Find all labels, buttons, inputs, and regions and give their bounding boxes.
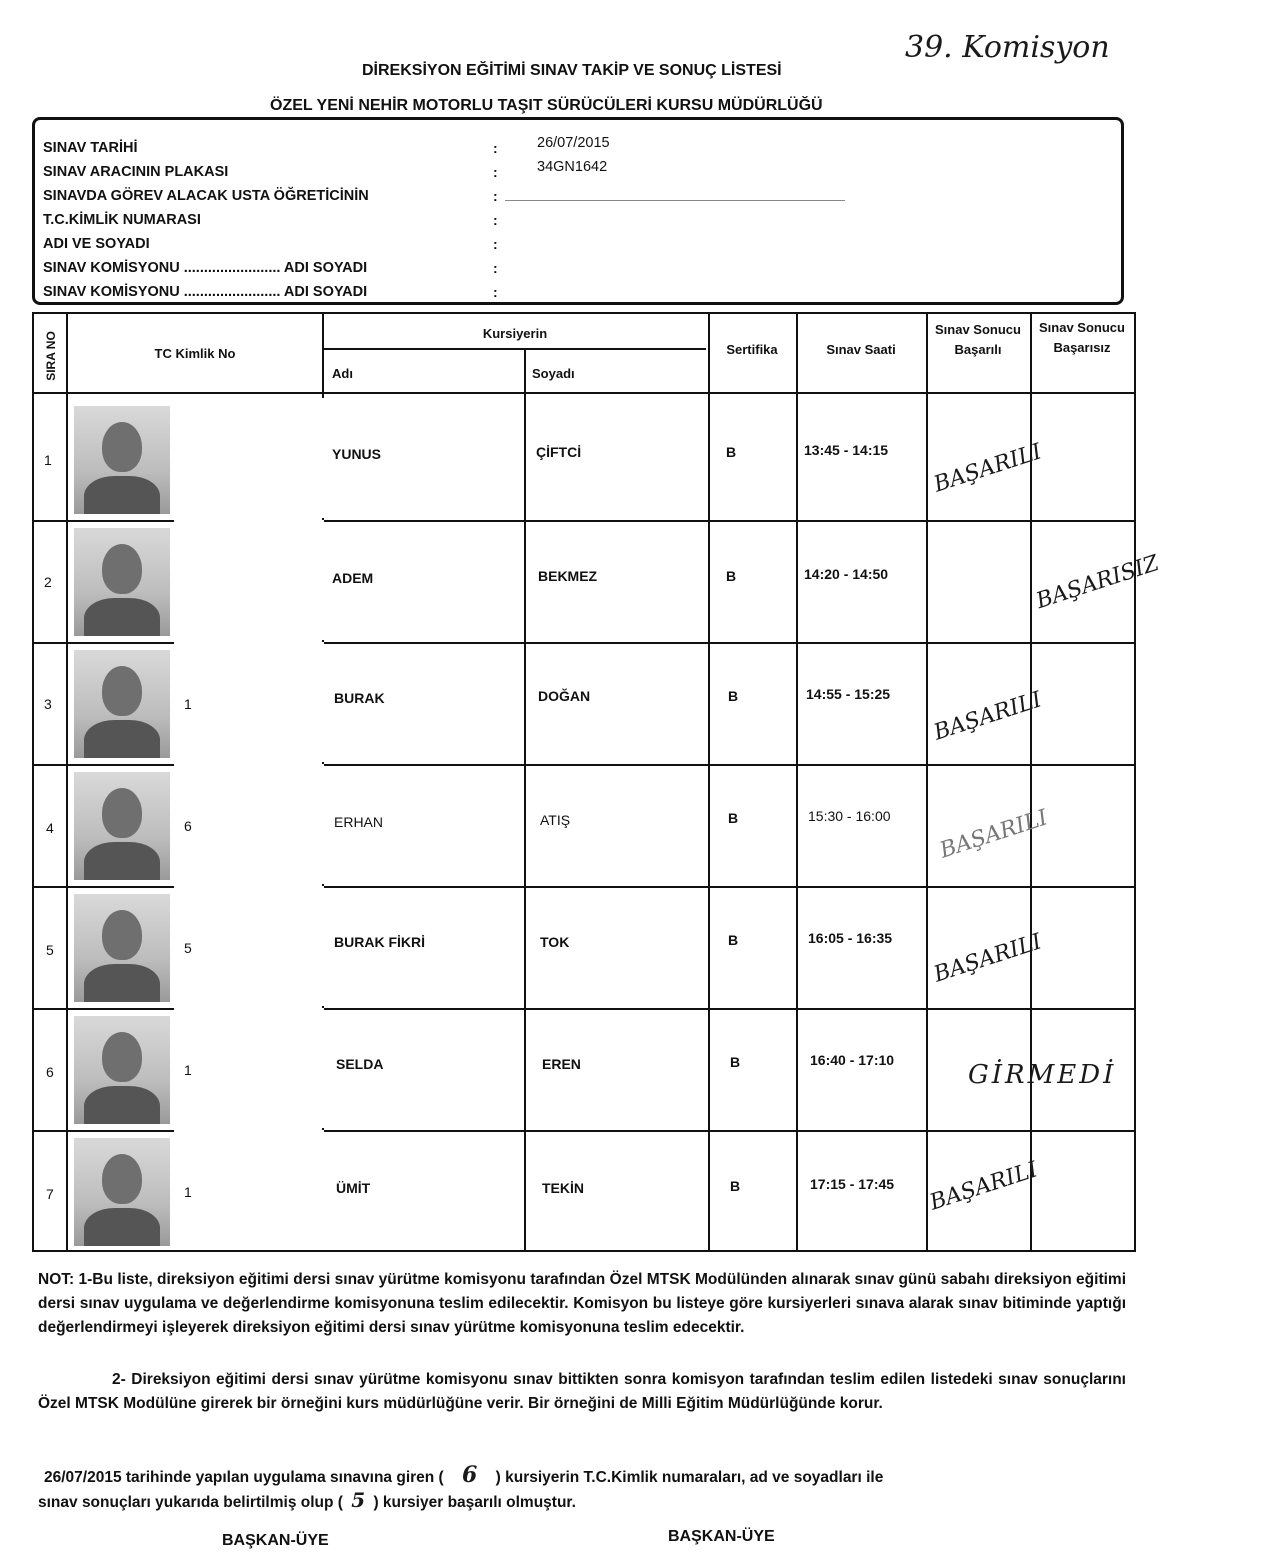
redacted-tc-number: [174, 886, 324, 1006]
student-last-name: TOK: [540, 934, 570, 950]
certificate-class: B: [726, 444, 737, 460]
header-sonuc-basarisiz: Sınav Sonucu Başarısız: [1039, 320, 1125, 355]
tc-number-partial: 5: [184, 940, 192, 956]
row-number: 5: [46, 942, 54, 958]
note-paragraph-2: 2- Direksiyon eğitimi dersi sınav yürütme komisyonu sınav bittikten sonra komisyon tarafından teslim edilen listedeki sınav sonuçlarını Özel MTSK Modülüne girerek bir örneğini kurs müdürlüğüne verir. Bir örneğini de Milli Eğitim Müdürlüğünde korur.: [38, 1371, 1126, 1412]
table-row: [34, 764, 1134, 886]
label-commission-1: SINAV KOMİSYONU ........................ ADI SOYADI: [43, 260, 368, 276]
summary-text: ) kursiyerin T.C.Kimlik numaraları, ad ve soyadları ile: [495, 1469, 884, 1486]
table-row: [34, 520, 1163, 642]
tc-number-partial: 6: [184, 818, 192, 834]
student-first-name: ERHAN: [334, 814, 384, 830]
summary-line-1: [44, 1462, 883, 1488]
certificate-class: B: [726, 568, 737, 584]
redacted-tc-number: [174, 642, 324, 762]
tc-number-partial: 1: [184, 1062, 192, 1078]
summary-text: sınav sonuçları yukarıda belirtilmiş olup (: [38, 1494, 343, 1511]
colon: :: [493, 260, 498, 276]
exam-time: 13:45 - 14:15: [804, 442, 889, 458]
row-number: 1: [44, 452, 52, 468]
header-kursiyerin: Kursiyerin: [482, 326, 548, 341]
result-passed-handwritten: BAŞARILI: [930, 687, 1045, 746]
result-passed-handwritten: BAŞARILI: [930, 439, 1045, 498]
row-number: 3: [44, 696, 52, 712]
certificate-class: B: [728, 688, 739, 704]
exam-time: 15:30 - 16:00: [808, 808, 891, 824]
student-last-name: BEKMEZ: [538, 568, 598, 584]
exam-time: 14:20 - 14:50: [804, 566, 889, 582]
table-row: [34, 1008, 1134, 1130]
header-sira-no: SIRA NO: [44, 331, 58, 381]
result-passed-handwritten: GİRMEDİ: [968, 1060, 1117, 1090]
label-name-surname: ADI VE SOYADI: [43, 236, 150, 252]
colon: :: [493, 140, 498, 156]
summary-text: ) kursiyer başarılı olmuştur.: [373, 1494, 576, 1511]
exam-time: 14:55 - 15:25: [806, 686, 891, 702]
vehicle-plate-value: 34GN1642: [537, 159, 608, 175]
header-sonuc-basarili: Sınav Sonucu Başarılı: [935, 322, 1021, 357]
student-first-name: BURAK FİKRİ: [334, 934, 425, 950]
label-vehicle-plate: SINAV ARACININ PLAKASI: [43, 164, 229, 180]
row-number: 2: [44, 574, 52, 590]
redacted-tc-number: [174, 1130, 324, 1250]
student-photo: [74, 1138, 170, 1246]
exam-date-value: 26/07/2015: [537, 135, 610, 151]
header-sinav-saati: Sınav Saati: [826, 342, 896, 357]
student-first-name: BURAK: [334, 690, 385, 706]
exam-time: 16:40 - 17:10: [810, 1052, 895, 1068]
student-photo: [74, 406, 170, 514]
tc-number-partial: 1: [184, 1184, 192, 1200]
certificate-class: B: [730, 1054, 741, 1070]
header-sertifika: Sertifika: [726, 342, 778, 357]
redacted-tc-number: [174, 1008, 324, 1128]
student-photo: [74, 894, 170, 1002]
colon: :: [493, 236, 498, 252]
label-tc-number: T.C.KİMLİK NUMARASI: [43, 212, 201, 228]
passed-count-handwritten: 5: [351, 1488, 366, 1512]
result-passed-handwritten: BAŞARILI: [936, 805, 1051, 864]
student-last-name: EREN: [542, 1056, 581, 1072]
summary-line-2: [38, 1488, 576, 1512]
redacted-tc-number: [174, 764, 324, 884]
handwritten-commission-note: 39. Komisyon: [905, 30, 1110, 65]
label-commission-2: SINAV KOMİSYONU ........................ ADI SOYADI: [43, 284, 368, 300]
student-first-name: ADEM: [332, 570, 374, 586]
results-table: [32, 312, 1163, 1252]
exam-info-box: [32, 117, 1124, 305]
colon: :: [493, 164, 498, 180]
student-photo: [74, 772, 170, 880]
student-first-name: ÜMİT: [336, 1180, 371, 1196]
student-last-name: DOĞAN: [538, 688, 591, 704]
result-failed-handwritten: BAŞARISIZ: [1033, 550, 1163, 615]
header-soyadi: Soyadı: [532, 366, 575, 381]
row-number: 7: [46, 1186, 54, 1202]
document-subtitle: ÖZEL YENİ NEHİR MOTORLU TAŞIT SÜRÜCÜLERİ KURSU MÜDÜRLÜĞÜ: [270, 97, 823, 114]
entered-count-handwritten: 6: [462, 1462, 478, 1488]
student-last-name: ATIŞ: [540, 812, 571, 828]
row-number: 4: [46, 820, 54, 836]
result-passed-handwritten: BAŞARILI: [926, 1157, 1041, 1216]
student-photo: [74, 650, 170, 758]
table-row: [34, 886, 1134, 1008]
exam-time: 16:05 - 16:35: [808, 930, 893, 946]
header-tc-kimlik-no: TC Kimlik No: [154, 346, 236, 361]
label-instructor: SINAVDA GÖREV ALACAK USTA ÖĞRETİCİNİN: [43, 188, 369, 204]
label-exam-date: SINAV TARİHİ: [43, 140, 138, 156]
tc-number-partial: 1: [184, 696, 192, 712]
certificate-class: B: [728, 932, 739, 948]
student-first-name: YUNUS: [332, 446, 382, 462]
colon: :: [493, 284, 498, 300]
redacted-tc-number: [174, 520, 324, 640]
signature-label-left: BAŞKAN-ÜYE: [222, 1532, 329, 1549]
redacted-tc-number: [174, 398, 324, 518]
student-photo: [74, 528, 170, 636]
certificate-class: B: [730, 1178, 741, 1194]
instructor-line: [505, 200, 845, 201]
document-title: DİREKSİYON EĞİTİMİ SINAV TAKİP VE SONUÇ LİSTESİ: [362, 62, 782, 79]
summary-text: 26/07/2015 tarihinde yapılan uygulama sınavına giren (: [44, 1469, 444, 1486]
table-row: [34, 1130, 1134, 1252]
result-passed-handwritten: BAŞARILI: [930, 929, 1045, 988]
header-adi: Adı: [332, 366, 353, 381]
exam-time: 17:15 - 17:45: [810, 1176, 895, 1192]
student-photo: [74, 1016, 170, 1124]
colon: :: [493, 212, 498, 228]
certificate-class: B: [728, 810, 739, 826]
table-row: [34, 642, 1134, 764]
signature-label-right: BAŞKAN-ÜYE: [668, 1528, 775, 1545]
colon: :: [493, 188, 498, 204]
student-first-name: SELDA: [336, 1056, 384, 1072]
student-last-name: ÇİFTCİ: [536, 444, 582, 460]
note-paragraph-1: NOT: 1-Bu liste, direksiyon eğitimi dersi sınav yürütme komisyonu tarafından Özel MTSK Modülünden alınarak sınav günü sabahı direksiyon eğitimi dersi sınav uygulama ve değerlendirme komisyonuna teslim edilecektir. Komisyon bu listeye göre kursiyerleri sınava alarak sınav bitiminde yaptığı değerlendirmeyi işleyerek direksiyon eğitimi dersi sınav yürütme komisyonuna teslim edecektir.: [38, 1271, 1126, 1336]
row-number: 6: [46, 1064, 54, 1080]
student-last-name: TEKİN: [542, 1180, 584, 1196]
table-row: [34, 398, 1134, 520]
